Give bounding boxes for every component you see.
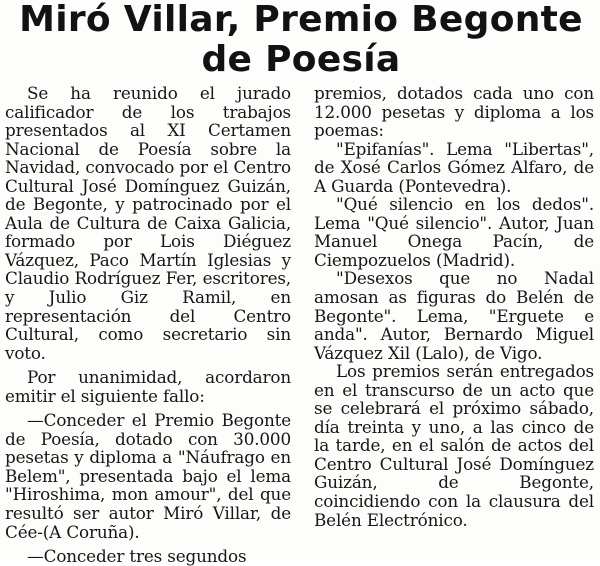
- paragraph-poem-epifanias: "Epifanías". Lema "Libertas", de Xosé Carlos Gómez Alfaro, de A Guarda (Pontevedra).: [314, 138, 594, 196]
- paragraph-second-prizes-start: —Conceder tres segundos: [27, 546, 247, 566]
- paragraph-award-ceremony: Los premios serán entregados en el transcurso de un acto que se celebrará el próximo sábado, día treinta y uno, a las cinco de la tarde, en el salón de actos del Centro Cultural José Domínguez Guizán, de Begonte, coincidiendo con la clausura del Belén Electrónico.: [314, 361, 594, 530]
- headline-line-2: de Poesía: [201, 39, 401, 80]
- paragraph-jury: Se ha reunido el jurado calificador de los trabajos presentados al XI Certamen Nacional de Poesía sobre la Navidad, convocado por el Centro Cultural José Domínguez Guizán, de Begonte, y patrocinado por el Aula de Cultura de Caixa Galicia, formado por Lois Diéguez Vázquez, Paco Martín Iglesias y Claudio Rodríguez Fer, escritores, y Julio Giz Ramil, en representación del Centro Cultural, como secretario sin voto.: [5, 83, 291, 363]
- paragraph-first-prize: —Conceder el Premio Begonte de Poesía, dotado con 30.000 pesetas y diploma a "Náufrago en Belem", presentada bajo el lema "Hiroshima, mon amour", del que resultó ser autor Miró Villar, de Cée-(A Coruña).: [5, 410, 291, 542]
- paragraph-second-prizes-continued: premios, dotados cada uno con 12.000 pesetas y diploma a los poemas:: [314, 83, 594, 141]
- paragraph-unanimity: Por unanimidad, acordaron emitir el siguiente fallo:: [5, 367, 291, 406]
- right-column: [314, 84, 594, 529]
- paragraph-poem-desexos: "Desexos que no Nadal amosan as figuras do Belén de Begonte". Lema, "Erguete e anda". Autor, Bernardo Miguel Vázquez Xil (Lalo), de Vigo.: [314, 268, 594, 363]
- headline: [8, 0, 594, 80]
- left-column: [5, 84, 291, 566]
- headline-line-1: Miró Villar, Premio Begonte: [19, 0, 583, 40]
- paragraph-poem-que-silencio: "Qué silencio en los dedos". Lema "Qué silencio". Autor, Juan Manuel Onega Pacín, de Ciempozuelos (Madrid).: [314, 194, 594, 270]
